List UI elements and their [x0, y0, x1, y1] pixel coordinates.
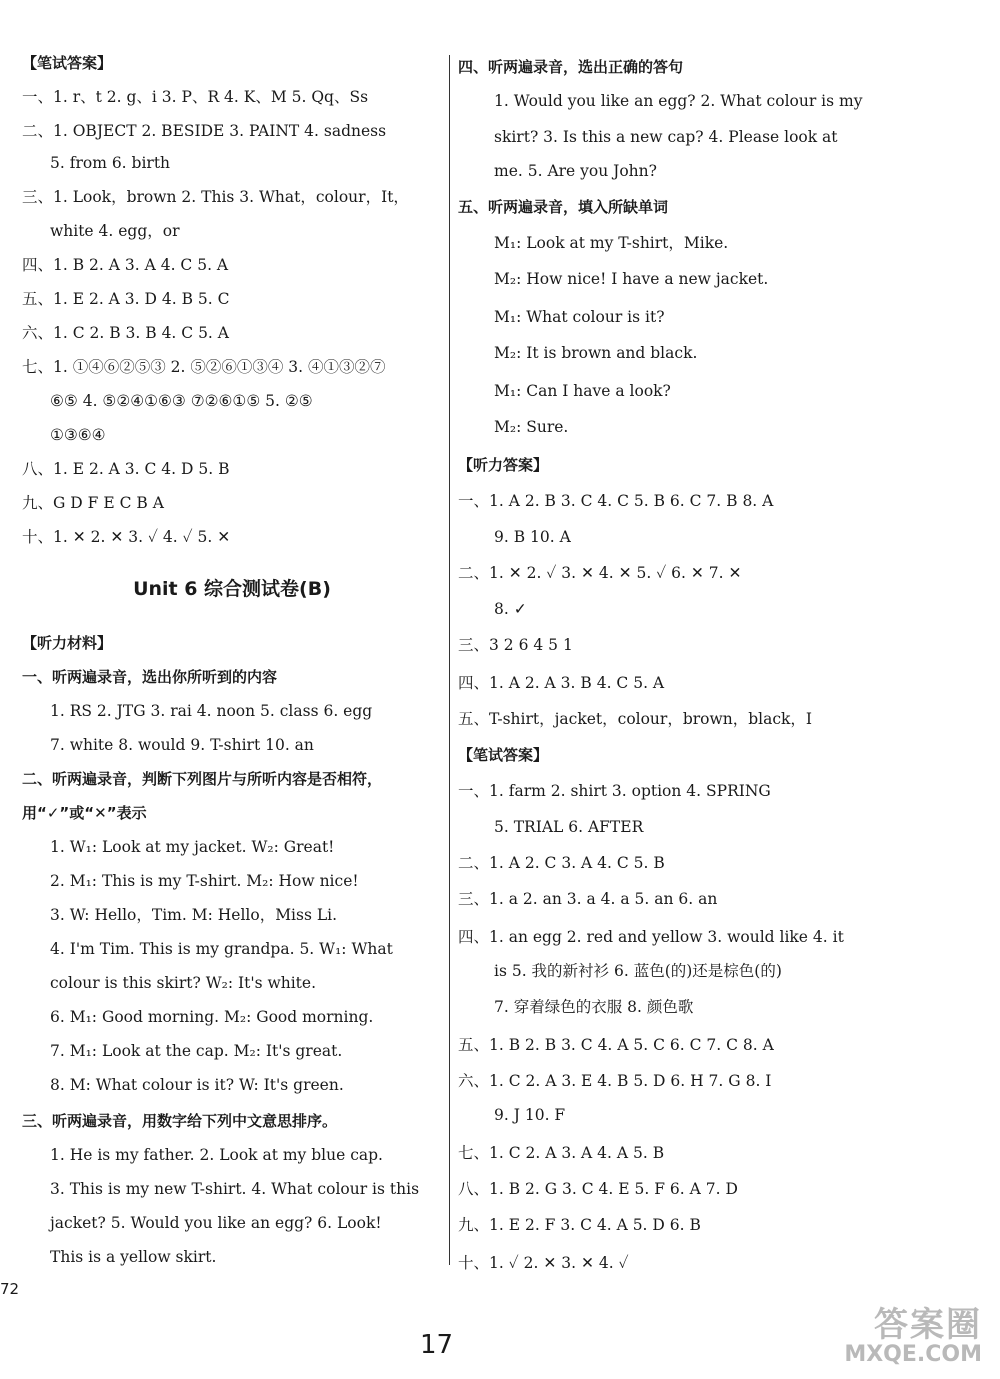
left-line: 8. M: What colour is it? W: It's green. [50, 1076, 344, 1094]
left-line: 7. white 8. would 9. T-shirt 10. an [50, 736, 314, 754]
left-line: jacket? 5. Would you like an egg? 6. Look! [50, 1214, 382, 1232]
left-line: 七、1. ①④⑥②⑤③ 2. ⑤②⑥①③④ 3. ④①③②⑦ [22, 358, 386, 376]
left-line: 九、G D F E C B A [22, 494, 164, 512]
right-line: 四、1. A 2. A 3. B 4. C 5. A [458, 674, 665, 692]
left-line: 2. M₁: This is my T-shirt. M₂: How nice! [50, 872, 359, 890]
watermark-url: MXQE.COM [844, 1342, 982, 1367]
left-line: 十、1. ✕ 2. ✕ 3. ✓ 4. ✓ 5. ✕ [22, 528, 231, 546]
right-line: 三、1. a 2. an 3. a 4. a 5. an 6. an [458, 890, 718, 908]
right-line: 三、3 2 6 4 5 1 [458, 636, 573, 654]
right-line: 四、1. an egg 2. red and yellow 3. would like 4. it [458, 928, 844, 946]
right-line: 1. Would you like an egg? 2. What colour is my [494, 92, 863, 110]
right-line: 9. J 10. F [494, 1106, 566, 1124]
right-line: 5. TRIAL 6. AFTER [494, 818, 644, 836]
right-line: 【听力答案】 [458, 456, 549, 474]
left-line: 1. He is my father. 2. Look at my blue cap. [50, 1146, 383, 1164]
right-line: me. 5. Are you John? [494, 162, 657, 180]
left-line: Unit 6 综合测试卷(B) [133, 578, 331, 600]
left-line: 【笔试答案】 [22, 54, 113, 72]
right-line: M₂: How nice! I have a new jacket. [494, 270, 769, 288]
watermark [792, 1297, 982, 1367]
left-line: 一、1. r、t 2. g、i 3. P、R 4. K、M 5. Qq、Ss [22, 88, 369, 106]
left-line: 【听力材料】 [22, 634, 113, 652]
right-line: M₂: Sure. [494, 418, 569, 436]
left-line: 7. M₁: Look at the cap. M₂: It's great. [50, 1042, 343, 1060]
left-line: 1. W₁: Look at my jacket. W₂: Great! [50, 838, 335, 856]
left-line: ⑥⑤ 4. ⑤②④①⑥③ ⑦②⑥①⑤ 5. ②⑤ [50, 392, 313, 410]
left-line: 3. This is my new T-shirt. 4. What colour is this [50, 1180, 420, 1198]
watermark-logo-text: 答案圈 [874, 1305, 982, 1345]
left-line: This is a yellow skirt. [50, 1248, 217, 1266]
right-line: 四、听两遍录音，选出正确的答句 [458, 58, 684, 76]
right-line: 八、1. B 2. G 3. C 4. E 5. F 6. A 7. D [458, 1180, 738, 1198]
left-line: 1. RS 2. JTG 3. rai 4. noon 5. class 6. egg [50, 702, 373, 720]
left-line: 四、1. B 2. A 3. A 4. C 5. A [22, 256, 229, 274]
right-line: 【笔试答案】 [458, 746, 549, 764]
right-line: M₁: Can I have a look? [494, 382, 671, 400]
left-line: 五、1. E 2. A 3. D 4. B 5. C [22, 290, 230, 308]
right-line: M₁: What colour is it? [494, 308, 665, 326]
right-line: M₂: It is brown and black. [494, 344, 698, 362]
right-line: 9. B 10. A [494, 528, 571, 546]
right-line: 一、1. A 2. B 3. C 4. C 5. B 6. C 7. B 8. A [458, 492, 774, 510]
left-line: 二、1. OBJECT 2. BESIDE 3. PAINT 4. sadness [22, 122, 387, 140]
left-line: 一、听两遍录音，选出你所听到的内容 [22, 668, 278, 686]
right-line: 五、T-shirt，jacket，colour，brown，black，I [458, 710, 813, 728]
left-line: 3. W: Hello，Tim. M: Hello，Miss Li. [50, 906, 338, 924]
left-line: 4. I'm Tim. This is my grandpa. 5. W₁: What [50, 940, 393, 958]
right-line: 九、1. E 2. F 3. C 4. A 5. D 6. B [458, 1216, 701, 1234]
left-line: 八、1. E 2. A 3. C 4. D 5. B [22, 460, 230, 478]
right-line: skirt? 3. Is this a new cap? 4. Please look at [494, 128, 838, 146]
left-line: 5. from 6. birth [50, 154, 171, 172]
right-line: 五、1. B 2. B 3. C 4. A 5. C 6. C 7. C 8. A [458, 1036, 774, 1054]
left-line: colour is this skirt? W₂: It's white. [50, 974, 317, 992]
left-line: 二、听两遍录音，判断下列图片与所听内容是否相符， [22, 770, 383, 788]
right-line: 8. ✓ [494, 600, 527, 618]
right-line: 十、1. ✓ 2. ✕ 3. ✕ 4. ✓ [458, 1254, 629, 1272]
handwritten-number: 17 [420, 1330, 454, 1360]
left-line: 用“✓”或“✕”表示 [22, 804, 147, 822]
right-line: 7. 穿着绿色的衣服 8. 颜色歌 [494, 998, 694, 1016]
right-line: 五、听两遍录音，填入所缺单词 [458, 198, 669, 216]
left-line: white 4. egg，or [50, 222, 180, 240]
right-line: 一、1. farm 2. shirt 3. option 4. SPRING [458, 782, 771, 800]
left-line: 6. M₁: Good morning. M₂: Good morning. [50, 1008, 374, 1026]
right-line: 二、1. ✕ 2. ✓ 3. ✕ 4. ✕ 5. ✓ 6. ✕ 7. ✕ [458, 564, 742, 582]
right-line: is 5. 我的新衬衫 6. 蓝色(的)还是棕色(的) [494, 962, 782, 980]
right-line: M₁: Look at my T-shirt，Mike. [494, 234, 729, 252]
left-line: ①③⑥④ [50, 426, 106, 444]
column-divider [449, 55, 450, 1265]
page-number: 72 [0, 1280, 20, 1298]
left-line: 六、1. C 2. B 3. B 4. C 5. A [22, 324, 229, 342]
left-line: 三、听两遍录音，用数字给下列中文意思排序。 [22, 1112, 338, 1130]
right-line: 七、1. C 2. A 3. A 4. A 5. B [458, 1144, 665, 1162]
right-line: 二、1. A 2. C 3. A 4. C 5. B [458, 854, 665, 872]
left-line: 三、1. Look，brown 2. This 3. What，colour，It， [22, 188, 409, 206]
right-line: 六、1. C 2. A 3. E 4. B 5. D 6. H 7. G 8. I [458, 1072, 772, 1090]
